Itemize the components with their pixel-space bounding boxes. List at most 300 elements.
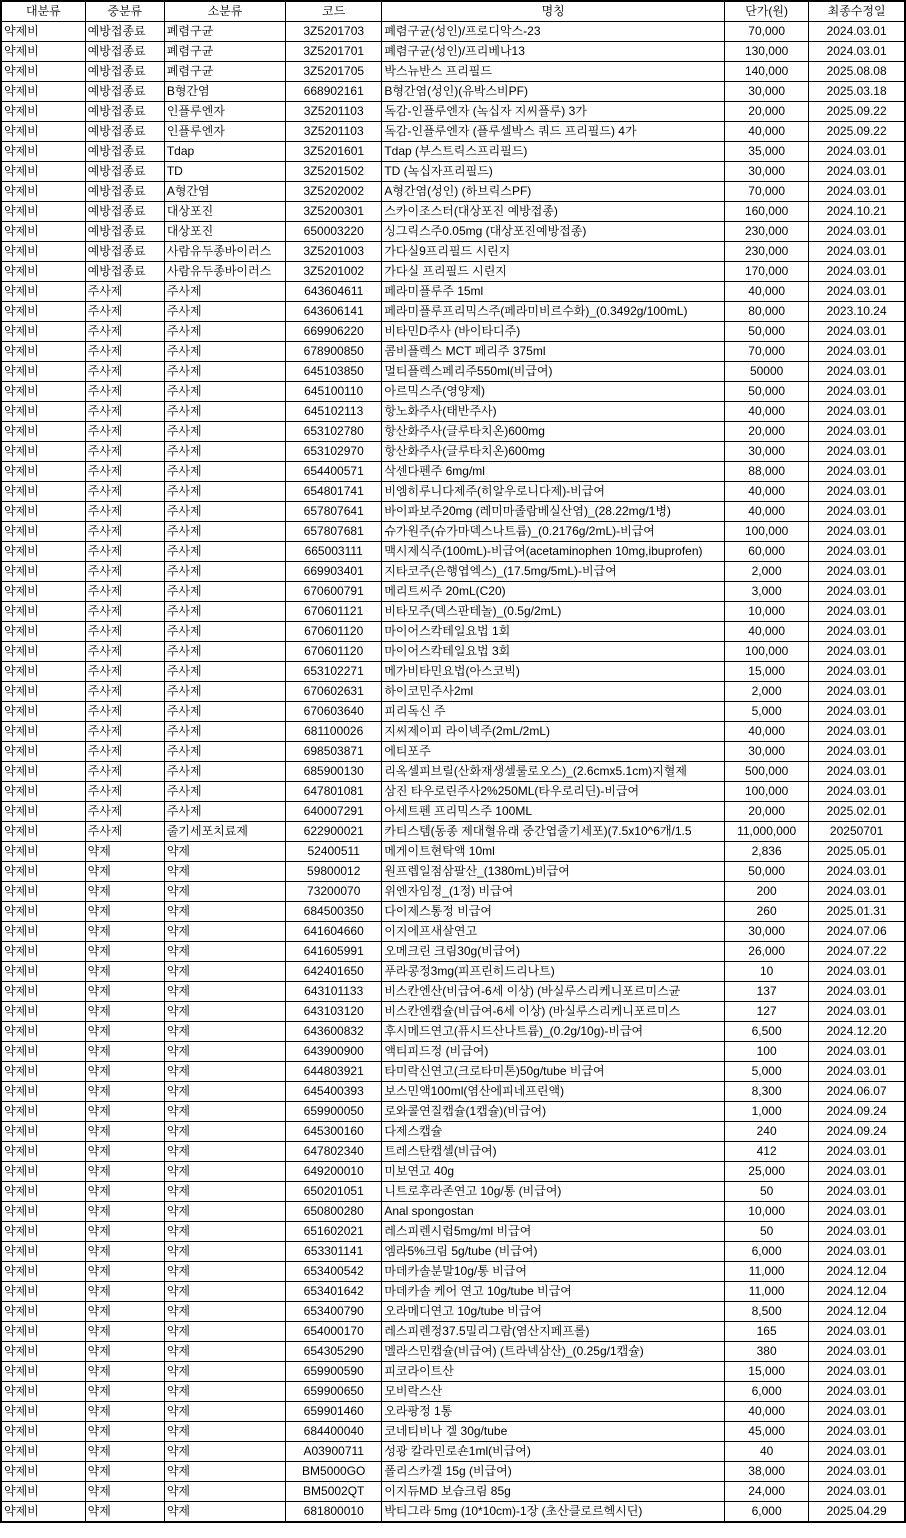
- cell: Anal spongostan: [382, 1202, 725, 1222]
- cell: 주사제: [85, 802, 164, 822]
- cell: 80,000: [725, 302, 809, 322]
- table-row: [1, 42, 905, 62]
- cell: 항노화주사(태반주사): [382, 402, 725, 422]
- cell: 380: [725, 1342, 809, 1362]
- column-header-6: 최종수정일: [809, 1, 905, 22]
- cell: 668902161: [286, 82, 382, 102]
- cell: 약제비: [1, 162, 85, 182]
- cell: 30,000: [725, 162, 809, 182]
- cell: 피리독신 주: [382, 702, 725, 722]
- cell: 코네티비나 겔 30g/tube: [382, 1422, 725, 1442]
- table-row: [1, 982, 905, 1002]
- cell: 약제: [85, 1022, 164, 1042]
- table-row: [1, 1322, 905, 1342]
- cell: 2024.07.22: [809, 942, 905, 962]
- cell: 약제: [85, 1062, 164, 1082]
- cell: 500,000: [725, 762, 809, 782]
- cell: 주사제: [85, 642, 164, 662]
- cell: 653301141: [286, 1242, 382, 1262]
- cell: 2024.03.01: [809, 1002, 905, 1022]
- cell: 성광 칼라민로숀1ml(비급여): [382, 1442, 725, 1462]
- cell: 2,000: [725, 682, 809, 702]
- cell: 약제비: [1, 602, 85, 622]
- cell: 2025.09.22: [809, 102, 905, 122]
- cell: 약제비: [1, 22, 85, 42]
- table-row: [1, 262, 905, 282]
- table-row: [1, 1382, 905, 1402]
- cell: 2024.03.01: [809, 1382, 905, 1402]
- cell: 약제비: [1, 1402, 85, 1422]
- cell: 약제비: [1, 382, 85, 402]
- cell: 643900900: [286, 1042, 382, 1062]
- cell: 보스민액100ml(염산에피네프린액): [382, 1082, 725, 1102]
- cell: 맥시제식주(100mL)-비급여(acetaminophen 10mg,ibuprofen): [382, 542, 725, 562]
- cell: 주사제: [164, 302, 285, 322]
- cell: 약제: [85, 1342, 164, 1362]
- cell: 2024.03.01: [809, 982, 905, 1002]
- cell: 주사제: [164, 422, 285, 442]
- cell: 메리트씨주 20mL(C20): [382, 582, 725, 602]
- cell: 약제비: [1, 702, 85, 722]
- cell: 2024.12.20: [809, 1022, 905, 1042]
- cell: 260: [725, 902, 809, 922]
- cell: 40,000: [725, 282, 809, 302]
- cell: 2024.07.06: [809, 922, 905, 942]
- cell: 640007291: [286, 802, 382, 822]
- cell: 50000: [725, 362, 809, 382]
- table-row: [1, 202, 905, 222]
- table-row: [1, 502, 905, 522]
- cell: 다제스캡슐: [382, 1122, 725, 1142]
- cell: 약제비: [1, 922, 85, 942]
- cell: TD (녹십자프리필드): [382, 162, 725, 182]
- cell: 2024.03.01: [809, 742, 905, 762]
- cell: 멜라스민캡슐(비급여) (트라넥삼산)_(0.25g/1캡슐): [382, 1342, 725, 1362]
- cell: 약제: [164, 962, 285, 982]
- cell: 약제: [164, 1182, 285, 1202]
- cell: 대상포진: [164, 202, 285, 222]
- cell: 10,000: [725, 1202, 809, 1222]
- cell: 약제: [85, 1502, 164, 1523]
- cell: 3Z5201601: [286, 142, 382, 162]
- cell: 주사제: [85, 522, 164, 542]
- cell: A03900711: [286, 1442, 382, 1462]
- cell: 130,000: [725, 42, 809, 62]
- cell: 주사제: [85, 382, 164, 402]
- cell: 약제비: [1, 1082, 85, 1102]
- cell: 45,000: [725, 1422, 809, 1442]
- table-row: [1, 442, 905, 462]
- cell: 30,000: [725, 742, 809, 762]
- cell: 2024.09.24: [809, 1122, 905, 1142]
- cell: 3Z5201003: [286, 242, 382, 262]
- cell: 230,000: [725, 242, 809, 262]
- cell: 약제비: [1, 202, 85, 222]
- cell: 40: [725, 1442, 809, 1462]
- cell: 약제: [85, 1122, 164, 1142]
- cell: 약제비: [1, 102, 85, 122]
- cell: 2024.03.01: [809, 562, 905, 582]
- cell: 예방접종료: [85, 242, 164, 262]
- cell: 카티스템(동종 제대혈유래 중간엽줄기세포)(7.5x10^6개/1.5: [382, 822, 725, 842]
- cell: 670601120: [286, 642, 382, 662]
- cell: 3Z5201703: [286, 22, 382, 42]
- table-row: [1, 882, 905, 902]
- cell: 예방접종료: [85, 42, 164, 62]
- cell: 약제비: [1, 1482, 85, 1502]
- cell: 약제비: [1, 1362, 85, 1382]
- table-row: [1, 122, 905, 142]
- cell: 예방접종료: [85, 142, 164, 162]
- cell: 약제비: [1, 1202, 85, 1222]
- cell: 오라메디연고 10g/tube 비급여: [382, 1302, 725, 1322]
- cell: 52400511: [286, 842, 382, 862]
- table-row: [1, 782, 905, 802]
- cell: 약제: [164, 1142, 285, 1162]
- cell: 마데카솔 케어 연고 10g/tube 비급여: [382, 1282, 725, 1302]
- table-row: [1, 1022, 905, 1042]
- cell: 659900650: [286, 1382, 382, 1402]
- cell: 약제: [85, 1142, 164, 1162]
- table-row: [1, 402, 905, 422]
- cell: 70,000: [725, 22, 809, 42]
- cell: 예방접종료: [85, 162, 164, 182]
- column-header-0: 대분류: [1, 1, 85, 22]
- table-row: [1, 482, 905, 502]
- cell: 2024.03.01: [809, 1202, 905, 1222]
- cell: 약제비: [1, 1282, 85, 1302]
- cell: 독감-인플루엔자 (녹십자 지씨플루) 3가: [382, 102, 725, 122]
- cell: 3Z5201705: [286, 62, 382, 82]
- cell: 약제: [85, 1382, 164, 1402]
- cell: 비엠히루니다제주(히알우로니다제)-비급여: [382, 482, 725, 502]
- cell: 2024.03.01: [809, 1182, 905, 1202]
- cell: 주사제: [85, 762, 164, 782]
- cell: 약제: [85, 942, 164, 962]
- cell: 약제비: [1, 182, 85, 202]
- cell: 주사제: [85, 622, 164, 642]
- cell: 3,000: [725, 582, 809, 602]
- cell: 2024.03.01: [809, 542, 905, 562]
- cell: 30,000: [725, 82, 809, 102]
- cell: 주사제: [164, 682, 285, 702]
- cell: 폐렴구균(성인)/프리베나13: [382, 42, 725, 62]
- cell: 38,000: [725, 1462, 809, 1482]
- cell: 주사제: [85, 722, 164, 742]
- cell: 예방접종료: [85, 262, 164, 282]
- cell: 비스칸엔산(비급여-6세 이상) (바실루스리케니포르미스균: [382, 982, 725, 1002]
- cell: 약제비: [1, 762, 85, 782]
- table-row: [1, 1262, 905, 1282]
- cell: 669903401: [286, 562, 382, 582]
- cell: 이지듀MD 보습크림 85g: [382, 1482, 725, 1502]
- cell: 2025.04.29: [809, 1502, 905, 1523]
- cell: 약제비: [1, 962, 85, 982]
- cell: 약제비: [1, 1242, 85, 1262]
- cell: 50,000: [725, 382, 809, 402]
- cell: 2024.03.01: [809, 1242, 905, 1262]
- cell: 127: [725, 1002, 809, 1022]
- table-row: [1, 722, 905, 742]
- cell: 643604611: [286, 282, 382, 302]
- cell: 약제: [85, 1422, 164, 1442]
- cell: 약제: [164, 922, 285, 942]
- cell: 644803921: [286, 1062, 382, 1082]
- cell: 88,000: [725, 462, 809, 482]
- cell: 폐렴구균: [164, 62, 285, 82]
- cell: 약제비: [1, 42, 85, 62]
- cell: 주사제: [164, 702, 285, 722]
- cell: 642401650: [286, 962, 382, 982]
- cell: 657807641: [286, 502, 382, 522]
- table-row: [1, 102, 905, 122]
- cell: 페라미플루프리믹스주(페라미비르수화)_(0.3492g/100mL): [382, 302, 725, 322]
- cell: 665003111: [286, 542, 382, 562]
- cell: 2024.03.01: [809, 282, 905, 302]
- table-row: [1, 382, 905, 402]
- cell: 약제비: [1, 262, 85, 282]
- cell: 약제: [85, 1362, 164, 1382]
- cell: 649200010: [286, 1162, 382, 1182]
- cell: 약제비: [1, 582, 85, 602]
- cell: 비타모주(덱스판테놀)_(0.5g/2mL): [382, 602, 725, 622]
- table-row: [1, 662, 905, 682]
- cell: 주사제: [85, 362, 164, 382]
- cell: 2024.03.01: [809, 442, 905, 462]
- cell: 약제비: [1, 562, 85, 582]
- cell: 하이코민주사2ml: [382, 682, 725, 702]
- cell: 레스피렌시럽5mg/ml 비급여: [382, 1222, 725, 1242]
- cell: 약제: [85, 1482, 164, 1502]
- table-row: [1, 1162, 905, 1182]
- cell: 약제: [164, 1422, 285, 1442]
- cell: 645103850: [286, 362, 382, 382]
- cell: 약제: [164, 1042, 285, 1062]
- cell: 657807681: [286, 522, 382, 542]
- cell: 인플루엔자: [164, 122, 285, 142]
- cell: 3Z5201002: [286, 262, 382, 282]
- cell: 메가비타민요법(아스코빅): [382, 662, 725, 682]
- cell: 액티피드정 (비급여): [382, 1042, 725, 1062]
- cell: 약제비: [1, 1262, 85, 1282]
- cell: 삼진 타우로린주사2%250ML(타우로리딘)-비급여: [382, 782, 725, 802]
- cell: 10: [725, 962, 809, 982]
- cell: 주사제: [164, 782, 285, 802]
- cell: 6,000: [725, 1382, 809, 1402]
- cell: 약제: [164, 1442, 285, 1462]
- cell: 예방접종료: [85, 102, 164, 122]
- cell: 650800280: [286, 1202, 382, 1222]
- cell: 주사제: [164, 342, 285, 362]
- cell: 리옥셀피브릴(산화재생셀룰로오스)_(2.6cmx5.1cm)지혈제: [382, 762, 725, 782]
- cell: TD: [164, 162, 285, 182]
- cell: 2024.03.01: [809, 1322, 905, 1342]
- cell: 로와콜연질캡슐(1캡슐)(비급여): [382, 1102, 725, 1122]
- table-row: [1, 1042, 905, 1062]
- cell: 647802340: [286, 1142, 382, 1162]
- cell: 약제: [164, 1002, 285, 1022]
- cell: 인플루엔자: [164, 102, 285, 122]
- cell: 11,000,000: [725, 822, 809, 842]
- cell: 주사제: [85, 562, 164, 582]
- cell: 약제비: [1, 902, 85, 922]
- table-row: [1, 1282, 905, 1302]
- table-row: [1, 902, 905, 922]
- cell: 2023.10.24: [809, 302, 905, 322]
- table-row: [1, 1082, 905, 1102]
- column-header-4: 명칭: [382, 1, 725, 22]
- cell: 2024.03.01: [809, 422, 905, 442]
- cell: 2024.03.01: [809, 1342, 905, 1362]
- cell: 약제비: [1, 342, 85, 362]
- cell: 가다실9프리필드 시린지: [382, 242, 725, 262]
- cell: 약제비: [1, 122, 85, 142]
- cell: 684400040: [286, 1422, 382, 1442]
- cell: 지타코주(은행엽엑스)_(17.5mg/5mL)-비급여: [382, 562, 725, 582]
- cell: 주사제: [85, 402, 164, 422]
- cell: 651602021: [286, 1222, 382, 1242]
- table-row: [1, 82, 905, 102]
- cell: Tdap (부스트릭스프리필드): [382, 142, 725, 162]
- table-row: [1, 22, 905, 42]
- cell: 트레스탄캡셀(비급여): [382, 1142, 725, 1162]
- cell: 650201051: [286, 1182, 382, 1202]
- cell: 주사제: [164, 402, 285, 422]
- cell: 약제비: [1, 1062, 85, 1082]
- table-row: [1, 1002, 905, 1022]
- cell: 다이제스통정 비급여: [382, 902, 725, 922]
- table-row: [1, 1362, 905, 1382]
- cell: 독감-인플루엔자 (플루셀박스 쿼드 프리필드) 4가: [382, 122, 725, 142]
- cell: 2024.03.01: [809, 22, 905, 42]
- cell: 약제비: [1, 1302, 85, 1322]
- cell: 약제비: [1, 1222, 85, 1242]
- cell: 2024.09.24: [809, 1102, 905, 1122]
- cell: 약제비: [1, 682, 85, 702]
- cell: 653102970: [286, 442, 382, 462]
- cell: 약제: [85, 1042, 164, 1062]
- cell: 약제: [85, 962, 164, 982]
- cell: 약제비: [1, 802, 85, 822]
- cell: 주사제: [164, 582, 285, 602]
- cell: 대상포진: [164, 222, 285, 242]
- cell: 2024.03.01: [809, 662, 905, 682]
- cell: 10,000: [725, 602, 809, 622]
- cell: 약제: [164, 1502, 285, 1523]
- cell: 170,000: [725, 262, 809, 282]
- cell: 650003220: [286, 222, 382, 242]
- cell: 예방접종료: [85, 122, 164, 142]
- table-row: [1, 362, 905, 382]
- cell: 약제비: [1, 1502, 85, 1523]
- table-row: [1, 182, 905, 202]
- cell: 예방접종료: [85, 22, 164, 42]
- cell: 681100026: [286, 722, 382, 742]
- cell: 2024.03.01: [809, 762, 905, 782]
- cell: 박스뉴반스 프리필드: [382, 62, 725, 82]
- cell: A형간염(성인) (하브릭스PF): [382, 182, 725, 202]
- cell: 주사제: [164, 362, 285, 382]
- cell: 약제: [164, 942, 285, 962]
- cell: 20250701: [809, 822, 905, 842]
- cell: 주사제: [164, 562, 285, 582]
- column-header-1: 중분류: [85, 1, 164, 22]
- cell: 약제: [164, 862, 285, 882]
- table-row: [1, 1142, 905, 1162]
- cell: 2,836: [725, 842, 809, 862]
- cell: 피코라이트산: [382, 1362, 725, 1382]
- cell: 2024.03.01: [809, 1362, 905, 1382]
- cell: 2024.03.01: [809, 1462, 905, 1482]
- cell: 2024.03.01: [809, 1442, 905, 1462]
- cell: 주사제: [85, 662, 164, 682]
- cell: 3Z5202002: [286, 182, 382, 202]
- cell: 가다실 프리필드 시린지: [382, 262, 725, 282]
- cell: 641605991: [286, 942, 382, 962]
- cell: 약제: [85, 1082, 164, 1102]
- cell: 645100110: [286, 382, 382, 402]
- cell: 3Z5201103: [286, 102, 382, 122]
- cell: 주사제: [85, 542, 164, 562]
- cell: 사람유두종바이러스: [164, 262, 285, 282]
- cell: 24,000: [725, 1482, 809, 1502]
- cell: 2024.03.01: [809, 462, 905, 482]
- cell: 약제: [85, 1262, 164, 1282]
- cell: 약제비: [1, 822, 85, 842]
- cell: 30,000: [725, 442, 809, 462]
- cell: 643600832: [286, 1022, 382, 1042]
- cell: 50,000: [725, 322, 809, 342]
- cell: 줄기세포치료제: [164, 822, 285, 842]
- cell: 약제비: [1, 1382, 85, 1402]
- table-row: [1, 582, 905, 602]
- table-row: [1, 702, 905, 722]
- cell: 2025.01.31: [809, 902, 905, 922]
- cell: 100: [725, 1042, 809, 1062]
- cell: 주사제: [85, 302, 164, 322]
- table-row: [1, 282, 905, 302]
- cell: 주사제: [164, 642, 285, 662]
- table-row: [1, 562, 905, 582]
- table-row: [1, 302, 905, 322]
- cell: 주사제: [85, 462, 164, 482]
- table-header: [1, 1, 905, 22]
- cell: 미보연고 40g: [382, 1162, 725, 1182]
- cell: 약제비: [1, 982, 85, 1002]
- cell: 예방접종료: [85, 62, 164, 82]
- cell: 주사제: [164, 282, 285, 302]
- cell: 670600791: [286, 582, 382, 602]
- cell: 60,000: [725, 542, 809, 562]
- cell: 주사제: [164, 802, 285, 822]
- cell: 약제비: [1, 502, 85, 522]
- cell: 670602631: [286, 682, 382, 702]
- cell: 2025.08.08: [809, 62, 905, 82]
- cell: 2025.02.01: [809, 802, 905, 822]
- cell: 35,000: [725, 142, 809, 162]
- cell: 2024.03.01: [809, 962, 905, 982]
- cell: 40,000: [725, 122, 809, 142]
- cell: 약제비: [1, 1002, 85, 1022]
- cell: 11,000: [725, 1282, 809, 1302]
- cell: 2024.03.01: [809, 182, 905, 202]
- cell: 예방접종료: [85, 202, 164, 222]
- cell: 2024.03.01: [809, 262, 905, 282]
- cell: 2024.03.01: [809, 582, 905, 602]
- cell: 주사제: [164, 542, 285, 562]
- cell: 684500350: [286, 902, 382, 922]
- cell: 약제: [164, 1402, 285, 1422]
